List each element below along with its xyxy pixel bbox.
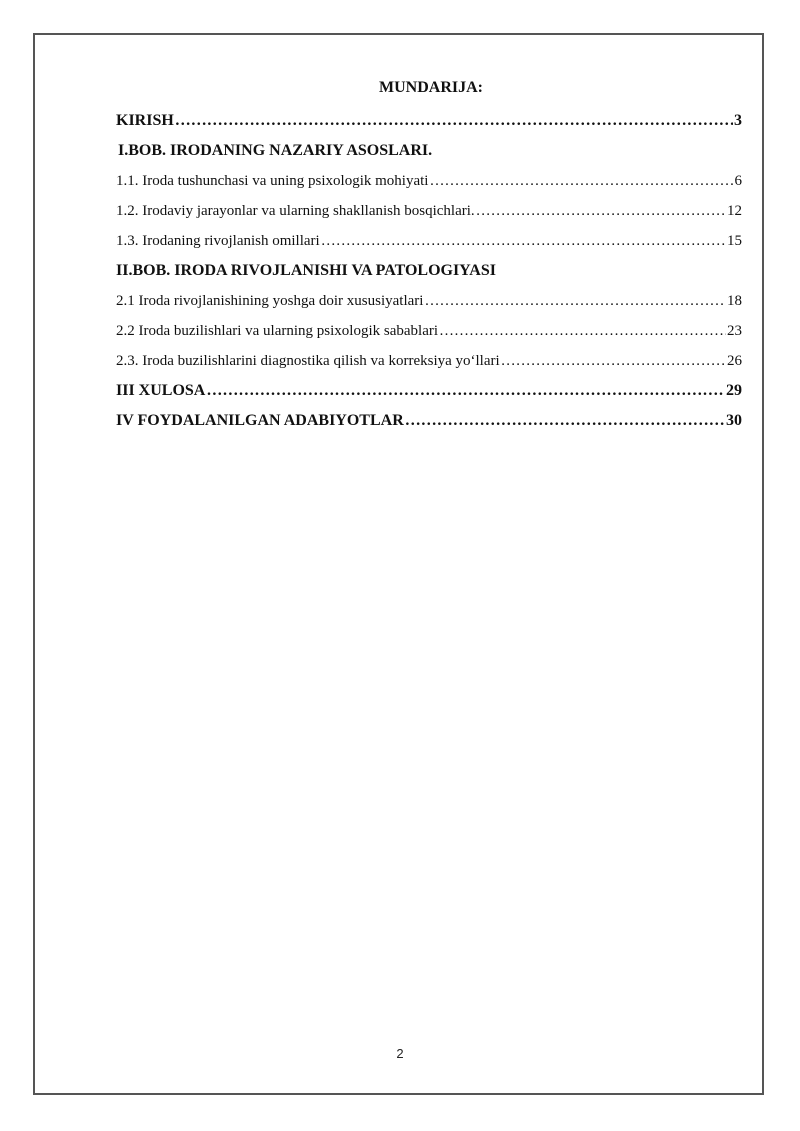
toc-entry-page: 23 [727,323,742,339]
dot-leader [175,106,733,136]
toc-entry-label: KIRISH [116,112,174,129]
dot-leader [424,286,726,316]
toc-entry-page: 15 [727,233,742,249]
toc-entry-label: 1.2. Irodaviy jarayonlar va ularning shakllanish bosqichlari. [116,203,475,219]
toc-entry-label: 2.3. Iroda buzilishlarini diagnostika qilish va korreksiya yo‘llari [116,353,500,369]
toc-entry-2-1 [116,286,742,316]
toc-chapter-1-heading [116,136,742,166]
toc-entry-1-3 [116,226,742,256]
toc-entry-adabiyotlar [116,406,742,436]
toc-entry-2-2 [116,316,742,346]
toc-entry-page: 30 [726,412,742,429]
toc-entry-page: 6 [734,173,742,189]
dot-leader [405,406,725,436]
toc-entry-2-3 [116,346,742,376]
toc-entry-page: 29 [726,382,742,399]
dot-leader [439,316,726,346]
toc-entry-label: 2.1 Iroda rivojlanishining yoshga doir xususiyatlari [116,293,424,309]
toc-entry-label: III XULOSA [116,382,206,399]
page-number: 2 [396,1046,404,1061]
toc-entry-page: 26 [727,353,742,369]
toc-entry-page: 18 [727,293,742,309]
toc-entry-xulosa [116,376,742,406]
dot-leader [429,166,733,196]
dot-leader [476,196,726,226]
dot-leader [501,346,726,376]
table-of-contents [116,76,742,436]
toc-entry-label: 1.1. Iroda tushunchasi va uning psixologik mohiyati [116,173,429,189]
toc-entry-1-2 [116,196,742,226]
dot-leader [321,226,726,256]
dot-leader [206,376,725,406]
toc-entry-label: IV FOYDALANILGAN ADABIYOTLAR [116,412,404,429]
toc-entry-label: 2.2 Iroda buzilishlari va ularning psixologik sabablari [116,323,439,339]
toc-entry-kirish [116,106,742,136]
toc-entry-page: 3 [734,112,742,129]
toc-title: MUNDARIJA: [379,79,483,96]
toc-entry-label: I.BOB. IRODANING NAZARIY ASOSLARI. [118,142,433,159]
toc-chapter-2-heading [116,256,742,286]
toc-entry-page: 12 [727,203,742,219]
toc-entry-1-1 [116,166,742,196]
toc-entry-label: II.BOB. IRODA RIVOJLANISHI VA PATOLOGIYASI [116,262,496,279]
toc-entry-label: 1.3. Irodaning rivojlanish omillari [116,233,320,249]
